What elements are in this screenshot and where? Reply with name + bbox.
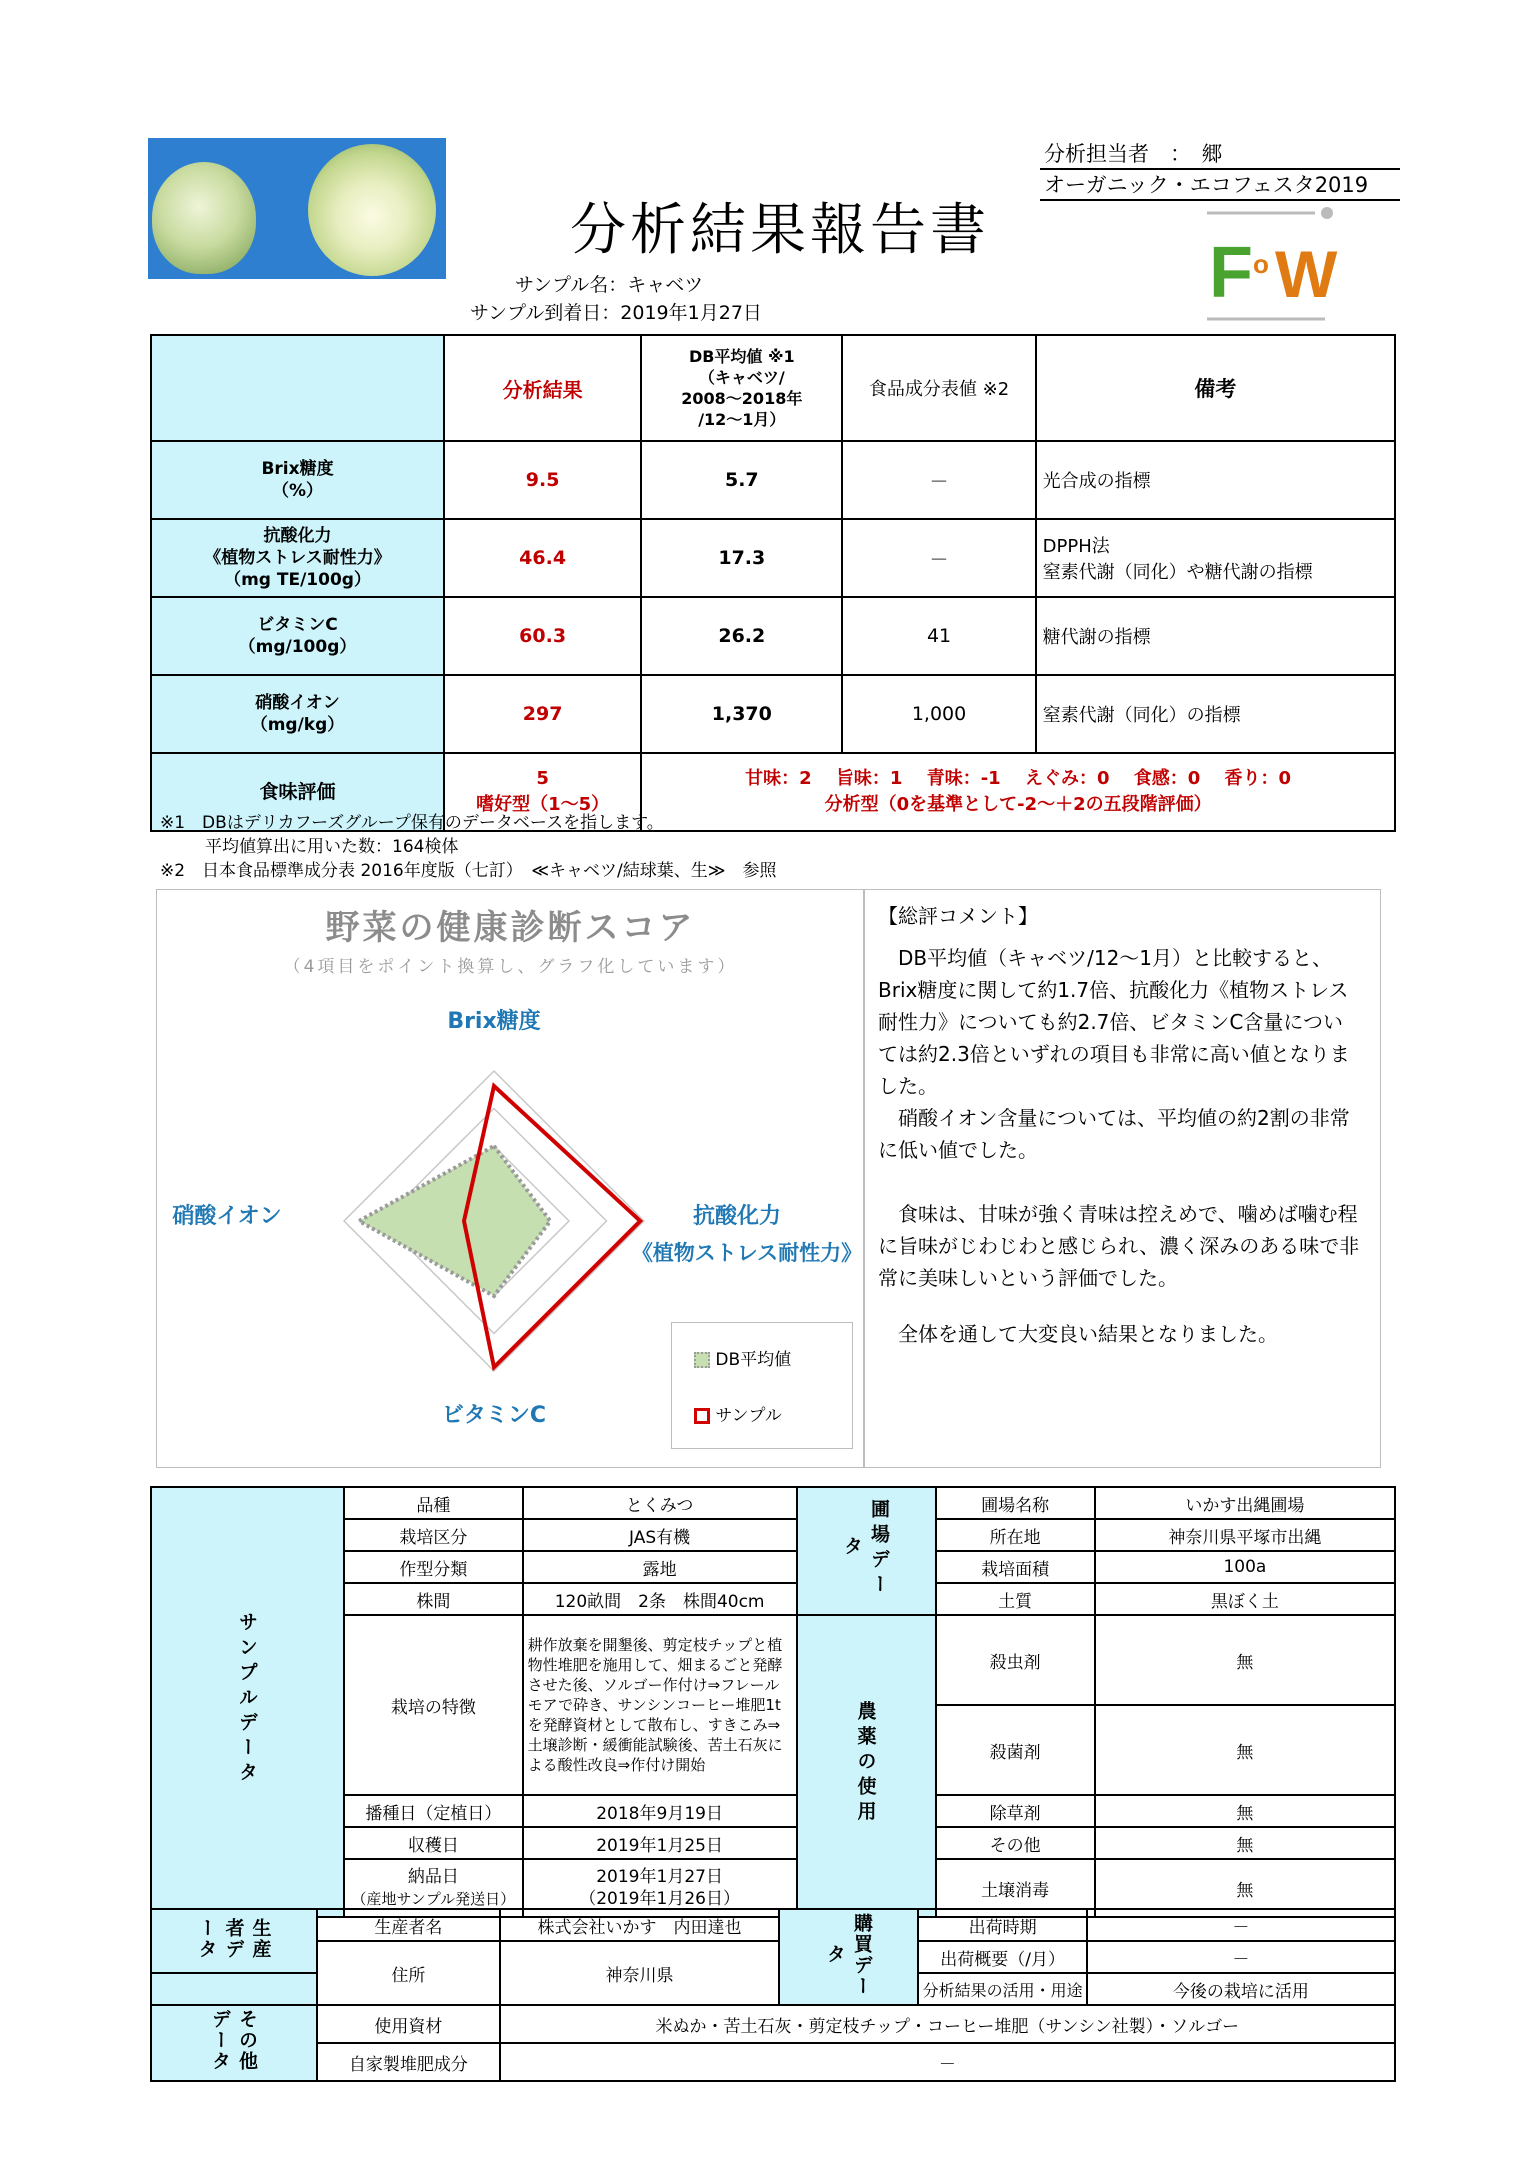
comment-panel (863, 889, 1381, 1468)
producer-table: 生産者データ 生産者名 株式会社いかす 内田達也 購買データ 出荷時期 － 住所 神奈川県 出荷概要（/月） － 分析結果の活用・用途 今後の栽培に活用 その他データ 使用資材 米ぬか・苦土石灰・剪定枝チップ・コーヒー堆肥（サンシン社製）・ソルゴー 自家製堆肥成分 － (150, 1908, 1396, 2082)
comment-paragraph-4: 全体を通して大変良い結果となりました。 (878, 1322, 1278, 1346)
col-note: 備考 (1036, 335, 1395, 441)
legend-sample-swatch (694, 1408, 710, 1424)
cabbage-photo (148, 138, 446, 279)
event-line: オーガニック・エコフェスタ2019 (1040, 169, 1400, 201)
row-taste: 食味評価 5 嗜好型（1～5） 甘味：2 旨味：1 青味：-1 えぐみ：0 食感：0 香り：0 分析型（0を基準として-2～＋2の五段階評価） (151, 753, 1395, 831)
features-text: 耕作放棄を開墾後、剪定枝チップと植物性堆肥を施用して、畑まるごと発酵させた後、ソルゴー作付け⇒フレールモアで砕き、サンシンコーヒー堆肥1tを発酵資材として散布し、すきこみ⇒土壌診断・緩衝能試験後、苦土石灰による酸性改良⇒作付け開始 (523, 1615, 797, 1795)
footnote-1: ※1 DBはデリカフーズグループ保有のデータベースを指します。 (160, 813, 664, 833)
purchase-group-label: 購買データ (823, 1912, 873, 1997)
col-db: DB平均値 ※1 （キャベツ/ 2008～2018年 /12～1月） (641, 335, 842, 441)
results-table (150, 334, 1396, 832)
row-brix: Brix糖度 （%） 9.5 5.7 － 光合成の指標 (151, 441, 1395, 519)
svg-text:W: W (1275, 237, 1338, 311)
radar-legend (671, 1322, 853, 1449)
footnote-1b: 平均値算出に用いた数：164検体 (205, 837, 459, 857)
legend-db-swatch (694, 1352, 710, 1368)
comment-paragraph-1: DB平均値（キャベツ/12～1月）と比較すると、Brix糖度に関して約1.7倍、抗酸化力《植物ストレス耐性力》についても約2.7倍、ビタミンC含量については約2.3倍といずれの項目も非常に高い値となりました。 (878, 946, 1350, 1098)
axis-label-brix: Brix糖度 (447, 1009, 541, 1034)
corner-cell (151, 335, 444, 441)
legend-db-label: DB平均値 (715, 1350, 792, 1370)
col-result: 分析結果 (444, 335, 641, 441)
comment-paragraph-2: 硝酸イオン含量については、平均値の約2割の非常に低い値でした。 (878, 1106, 1350, 1162)
cabbage-cut-image (308, 144, 436, 276)
svg-text:F: F (1209, 233, 1253, 313)
arrival-date: サンプル到着日：2019年1月27日 (470, 302, 762, 324)
axis-label-nitrate: 硝酸イオン (172, 1204, 282, 1229)
cabbage-whole-image (152, 162, 256, 274)
radar-title: 野菜の健康診断スコア (325, 908, 696, 948)
sample-data-group-label: サンプルデータ (236, 1612, 258, 1787)
db-average-series (359, 1146, 550, 1296)
axis-label-antioxidant-sub: 《植物ストレス耐性力》 (631, 1241, 863, 1265)
axis-label-antioxidant: 抗酸化力 (692, 1204, 782, 1229)
other-group-label: その他データ (209, 2009, 258, 2072)
row-nitrate: 硝酸イオン （mg/kg） 297 1,370 1,000 窒素代謝（同化）の指標 (151, 675, 1395, 753)
row-antioxidant: 抗酸化力 《植物ストレス耐性力》 （mg TE/100g） 46.4 17.3 － DPPH法 窒素代謝（同化）や糖代謝の指標 (151, 519, 1395, 597)
col-food: 食品成分表値 ※2 (842, 335, 1035, 441)
radar-panel (156, 889, 865, 1468)
page-title: 分析結果報告書 (570, 198, 990, 263)
axis-label-vitamin-c: ビタミンC (441, 1403, 547, 1428)
sample-data-table: サンプルデータ 品種 とくみつ 圃場データ 圃場名称 いかす出縄圃場 栽培区分 JAS有機 所在地 神奈川県平塚市出縄 作型分類 露地 栽培面積 100a 株間 120畝間 2条 株間40cm 土質 黒ぼく土 栽培の特徴 耕作放棄を開墾後、剪定枝チップと植物性堆肥を施用して、畑まるごと発酵させた後、ソルゴー作付け⇒フレールモアで砕き、サンシンコーヒー堆肥1tを発酵資材として散布し、すきこみ⇒土壌診断・緩衝能試験後、苦土石灰による酸性改良⇒作付け開始 農薬の使用 殺虫剤 無 殺菌剤 無 播種日（定植日） 2018年9月19日 除草剤 無 収穫日 2019年1月25日 その他 無 納品日 （産地サンプル発送日） 2019年1月27日 （2019年1月26日） 土壌消毒 無 (150, 1486, 1396, 1918)
comment-heading: 【総評コメント】 (878, 904, 1038, 928)
fw-logo (1205, 207, 1343, 331)
svg-text:o: o (1253, 249, 1269, 279)
footnote-2: ※2 日本食品標準成分表 2016年度版（七訂） ≪キャベツ/結球葉、生≫ 参照 (160, 861, 777, 881)
legend-sample-label: サンプル (715, 1406, 782, 1426)
radar-subtitle: （4項目をポイント換算し、グラフ化しています） (283, 957, 738, 977)
pesticide-group-label: 農薬の使用 (854, 1701, 877, 1826)
comment-paragraph-3: 食味は、甘味が強く青味は控えめで、噛めば噛む程に旨味がじわじわと感じられ、濃く深みのある味で非常に美味しいという評価でした。 (878, 1202, 1360, 1290)
analyst-line: 分析担当者 ： 郷 (1040, 138, 1400, 170)
farm-group-label: 圃場データ (841, 1498, 891, 1599)
sample-name: サンプル名：キャベツ (515, 274, 704, 296)
row-vitamin-c: ビタミンC （mg/100g） 60.3 26.2 41 糖代謝の指標 (151, 597, 1395, 675)
producer-group-label: 生産者データ (195, 1917, 272, 1960)
